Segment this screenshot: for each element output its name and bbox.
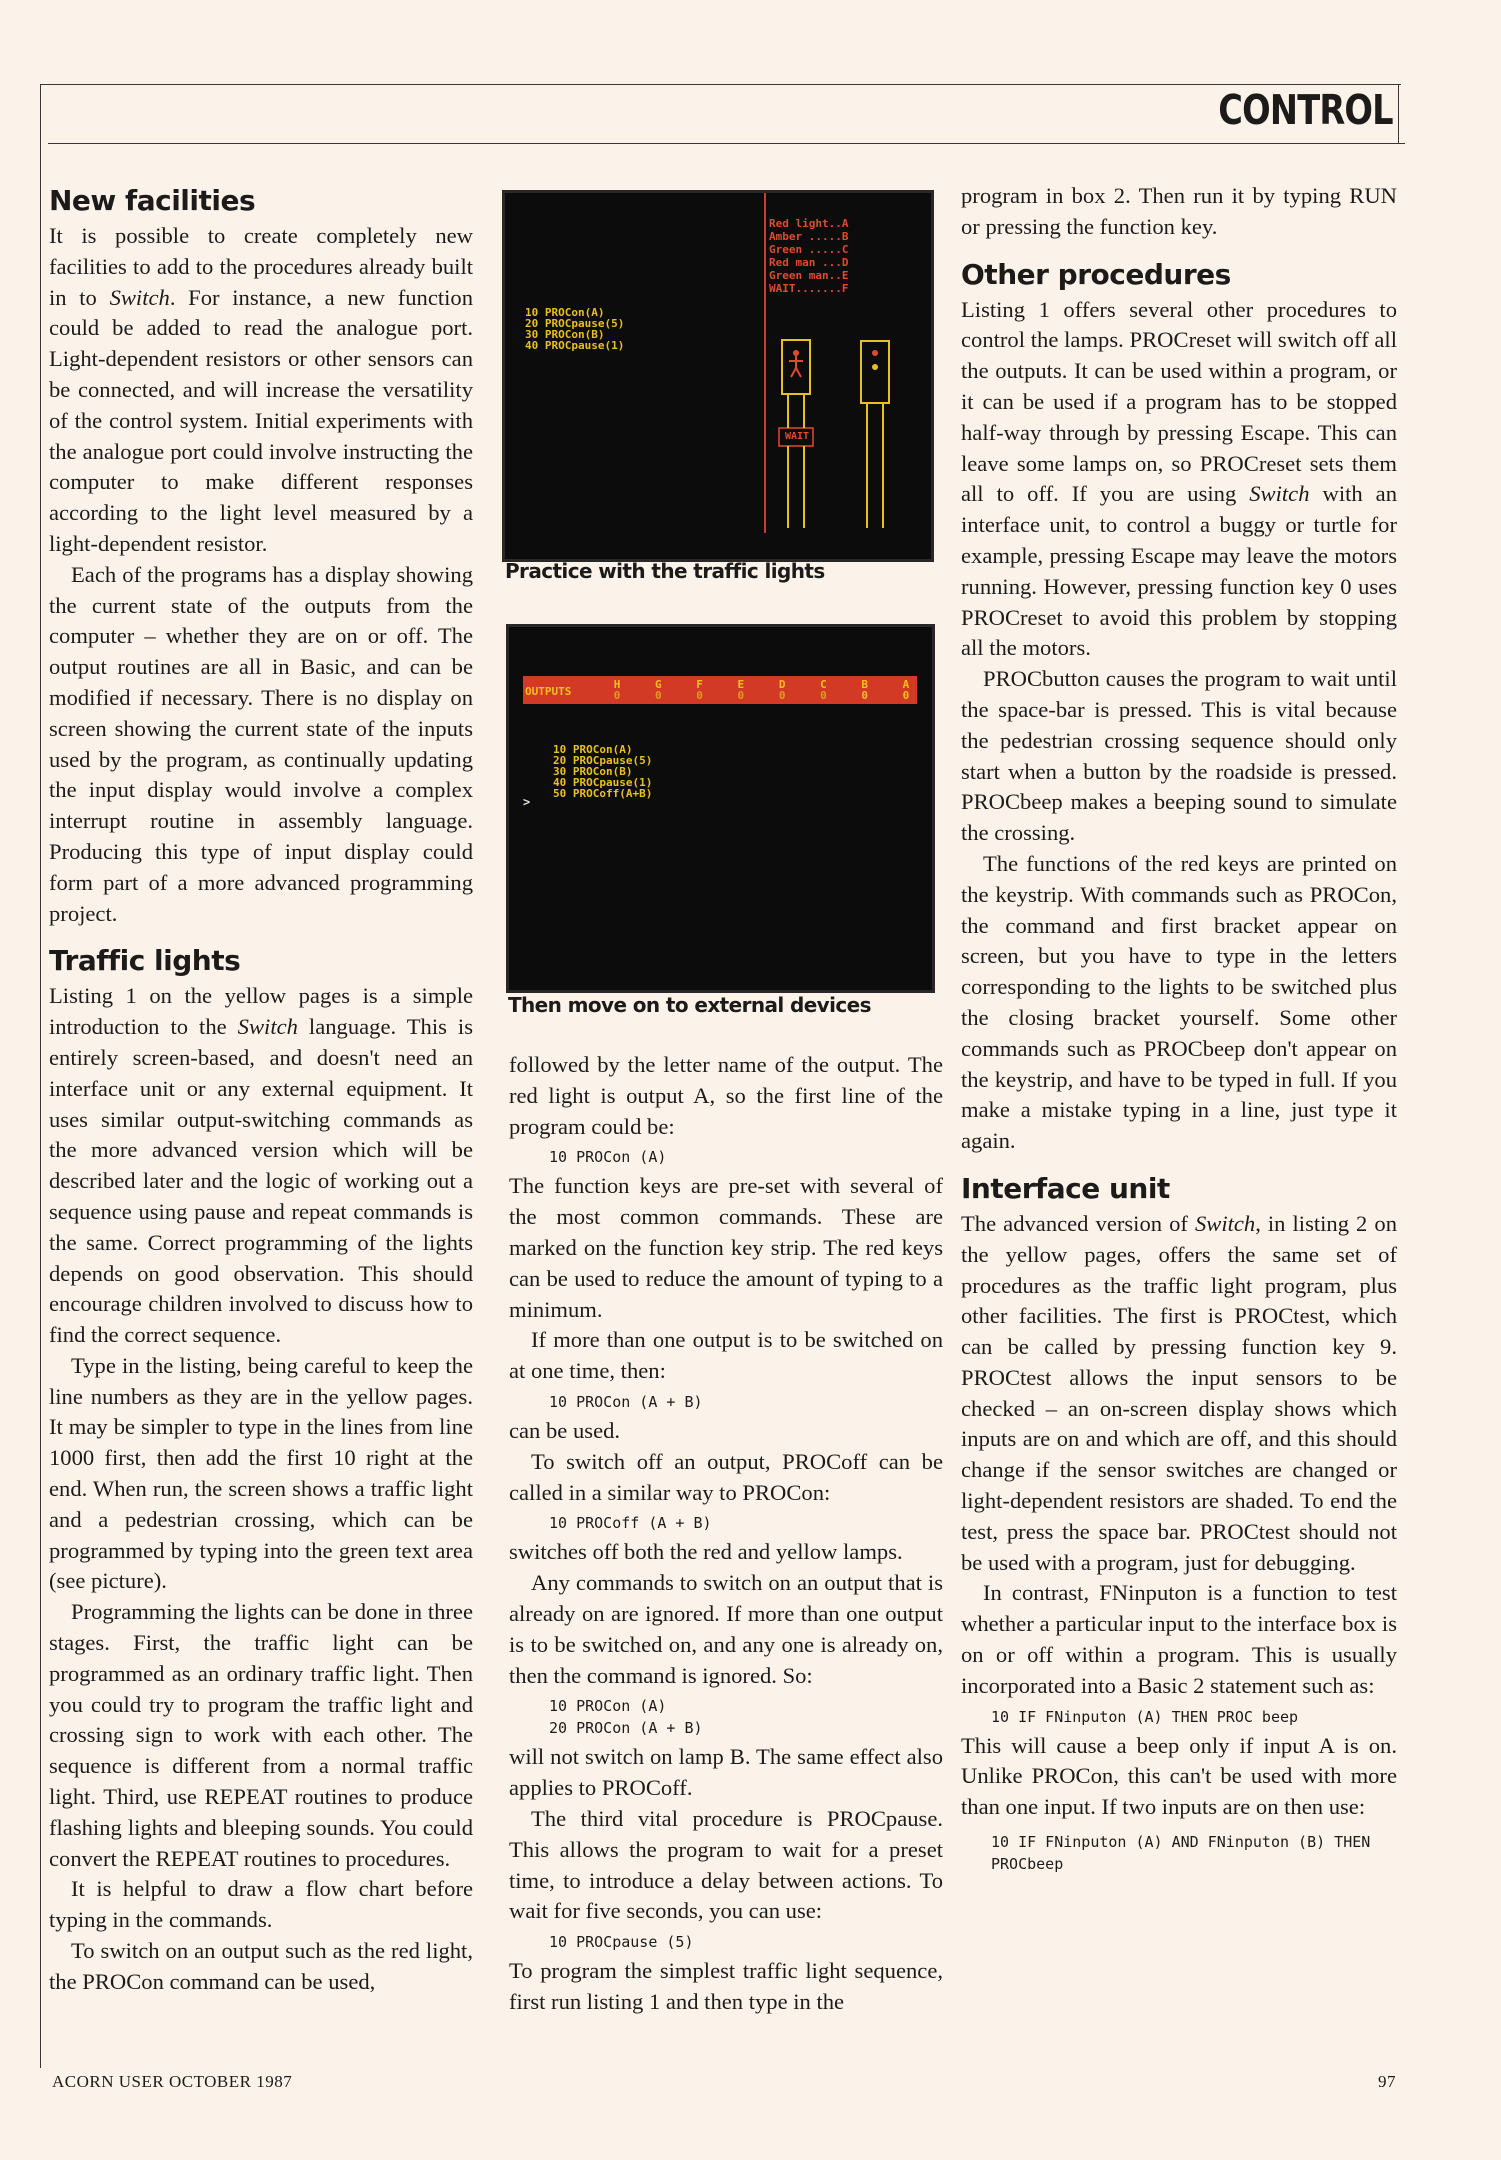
paragraph: If more than one output is to be switched on at one time, then: bbox=[509, 1327, 943, 1384]
paragraph: followed by the letter name of the output. The red light is output A, so the first line of the program could be: bbox=[509, 1052, 943, 1139]
output-f: F 0 bbox=[696, 678, 703, 702]
paragraph: Any commands to switch on an output that is already on are ignored. If more than one output is to be switched on, and any one is already on, then the command is ignored. So: bbox=[509, 1570, 943, 1688]
header-right-rule bbox=[1398, 84, 1399, 144]
paragraph: Programming the lights can be done in three stages. First, the traffic light can be programmed as an ordinary traffic light. Then you could try to program the traffic light and crossing sign to work with each other. The sequence is different from a normal traffic light. Third, use REPEAT routines to produce flashing lights and bleeping sounds. You could convert the REPEAT routines to procedures. bbox=[49, 1599, 473, 1871]
output-e: E 0 bbox=[737, 678, 745, 702]
column-2 bbox=[509, 1050, 943, 2018]
code-line: 10 PROCoff (A + B) bbox=[549, 1514, 712, 1533]
paragraph: Listing 1 on the yellow pages is a simple introduction to the Switch language. This is entirely screen-based, and doesn't need an interface unit or any external equipment. It uses similar output-switching commands as the more advanced version which will be described later and the logic of working out a sequence using pause and repeat commands is the same. Correct programming of the lights depends on good observation. This should encourage children involved to discuss how to find the correct sequence. bbox=[49, 983, 473, 1348]
output-c: C 0 bbox=[820, 678, 827, 702]
footer-magazine: ACORN USER OCTOBER 1987 bbox=[52, 2072, 293, 2091]
screenshot-external-devices bbox=[506, 624, 935, 993]
paragraph: The functions of the red keys are printed on the keystrip. With commands such as PROCon, the command and first bracket appear on screen, but you have to type in the letters corresponding to the lights to be switched plus the closing bracket yourself. Some other commands such as PROCbeep don't appear on the keystrip, and have to be typed in full. If you make a mistake typing in a line, just type it again. bbox=[961, 850, 1397, 1154]
paragraph: switches off both the red and yellow lamps. bbox=[509, 1539, 903, 1565]
paragraph: program in box 2. Then run it by typing RUN or pressing the function key. bbox=[961, 183, 1397, 239]
outputs-state-row bbox=[609, 679, 914, 702]
output-a: A 0 bbox=[902, 678, 910, 702]
wait-sign-label: WAIT bbox=[784, 431, 810, 442]
header-rule bbox=[48, 143, 1405, 144]
amber-lamp bbox=[872, 364, 878, 370]
paragraph: The advanced version of Switch, in listing 2 on the yellow pages, offers the same set of procedures as the traffic light program, plus other facilities. The first is PROCtest, which can be called by pressing function key 9. PROCtest allows the input sensors to be checked – an on-screen display shows which inputs are on and which are off, and this should change if the sensor switches are changed or light-dependent resistors are shaded. To end the test, press the space bar. PROCtest should not be used with a program, just for debugging. bbox=[961, 1210, 1397, 1575]
red-lamp bbox=[872, 350, 878, 356]
paragraph: can be used. bbox=[509, 1417, 621, 1443]
column-1 bbox=[49, 181, 473, 1998]
section-header: CONTROL bbox=[1218, 86, 1393, 134]
heading-new-facilities: New facilities bbox=[49, 184, 256, 217]
paragraph: Each of the programs has a display showing the current state of the outputs from the computer – whether they are on or off. The output routines are all in Basic, and can be modified if necessary. There is no display on screen showing the current state of the inputs used by the program, as continually updating the input display would involve a complex interrupt routine in assembly language. Producing this type of input display could form part of a more advanced programming project. bbox=[49, 561, 473, 926]
paragraph: PROCbutton causes the program to wait until the space-bar is pressed. This is vital because the pedestrian crossing sequence should only start when a button by the roadside is pressed. PROCbeep makes a beeping sound to simulate the crossing. bbox=[961, 666, 1397, 846]
code-line: 10 PROCon (A + B) bbox=[549, 1392, 703, 1411]
traffic-light-drawing bbox=[505, 193, 931, 559]
output-b: B 0 bbox=[861, 678, 868, 702]
heading-interface-unit: Interface unit bbox=[961, 1171, 1170, 1205]
screen-code-listing: 10 PROCon(A) 20 PROCpause(5) 30 PROCon(B) 40 PROCpause(1) bbox=[525, 306, 625, 352]
outputs-label: OUTPUTS bbox=[525, 685, 572, 698]
screenshot-traffic-lights bbox=[502, 190, 934, 562]
paragraph: To switch on an output such as the red light, the PROCon command can be used, bbox=[49, 1938, 473, 1994]
screen-prompt: > bbox=[523, 795, 531, 809]
code-block: 10 PROCon (A) 20 PROCon (A + B) bbox=[549, 1697, 703, 1738]
output-d: D 0 bbox=[778, 678, 786, 702]
output-legend: Red light..A Amber .....B Green .....C Red man ...D Green man..E WAIT.......F bbox=[769, 217, 849, 295]
red-man-icon bbox=[789, 356, 803, 377]
column-3 bbox=[961, 181, 1397, 1878]
paragraph: To switch off an output, PROCoff can be called in a similar way to PROCon: bbox=[509, 1448, 943, 1505]
paragraph: To program the simplest traffic light sequence, first run listing 1 and then type in the bbox=[509, 1958, 943, 2014]
screen-code-listing: 10 PROCon(A) 20 PROCpause(5) 30 PROCon(B) 40 PROCpause(1) 50 PROCoff(A+B) bbox=[553, 743, 653, 800]
caption-external-devices: Then move on to external devices bbox=[508, 993, 871, 1017]
output-h: H 0 bbox=[613, 678, 621, 702]
heading-traffic-lights: Traffic lights bbox=[49, 944, 241, 978]
paragraph: The third vital procedure is PROCpause. This allows the program to wait for a preset time, to introduce a delay between actions. To wait for five seconds, you can use: bbox=[509, 1805, 943, 1924]
paragraph: It is possible to create completely new facilities to add to the procedures already built in to Switch. For instance, a new function could be added to read the analogue port. Light-dependent resistors or other sensors can be connected, and will increase the versatility of the control system. Initial experiments with the analogue port could involve instructing the computer to make different responses according to the light level measured by a light-dependent resistor. bbox=[49, 223, 473, 556]
paragraph: Listing 1 offers several other procedures to control the lamps. PROCreset will switch off all the outputs. It can be used within a program, or it can be used if a program has to be stopped half-way through by pressing Escape. This can leave some lamps on, so PROCreset sets them all to off. If you are using Switch with an interface unit, to control a buggy or turtle for example, pressing Escape may leave the motors running. However, pressing function key 0 uses PROCreset to avoid this problem by stopping all the motors. bbox=[961, 296, 1397, 661]
code-line: 10 PROCon (A) bbox=[549, 1148, 667, 1167]
output-g: G 0 bbox=[654, 678, 662, 702]
paragraph: This will cause a beep only if input A is on. Unlike PROCon, this can't be used with more than one input. If two inputs are on then use: bbox=[961, 1732, 1397, 1820]
code-line: 10 PROCpause (5) bbox=[549, 1933, 694, 1952]
caption-traffic-lights: Practice with the traffic lights bbox=[505, 559, 825, 583]
code-line: 10 IF FNinputon (A) THEN PROC beep bbox=[991, 1707, 1299, 1726]
paragraph: It is helpful to draw a flow chart before typing in the commands. bbox=[49, 1876, 473, 1933]
red-man-head bbox=[793, 350, 799, 356]
paragraph: In contrast, FNinputon is a function to test whether a particular input to the interface box is on or off within a program. This is usually incorporated into a Basic 2 statement such as: bbox=[961, 1580, 1397, 1698]
heading-other-procedures: Other procedures bbox=[961, 257, 1231, 291]
footer-page-number: 97 bbox=[1378, 2072, 1396, 2091]
paragraph: Type in the listing, being careful to keep the line numbers as they are in the yellow pages. It may be simpler to type in the lines from line 1000 first, then add the first 10 right at the end. When run, the screen shows a traffic light and a pedestrian crossing, which can be programmed by typing into the green text area (see picture). bbox=[49, 1352, 473, 1594]
paragraph: The function keys are pre-set with several of the most common commands. These are marked on the function key strip. The red keys can be used to reduce the amount of typing to a minimum. bbox=[509, 1173, 943, 1322]
paragraph: will not switch on lamp B. The same effect also applies to PROCoff. bbox=[509, 1744, 943, 1801]
code-line: 10 IF FNinputon (A) AND FNinputon (B) THEN PROCbeep bbox=[991, 1833, 1380, 1874]
